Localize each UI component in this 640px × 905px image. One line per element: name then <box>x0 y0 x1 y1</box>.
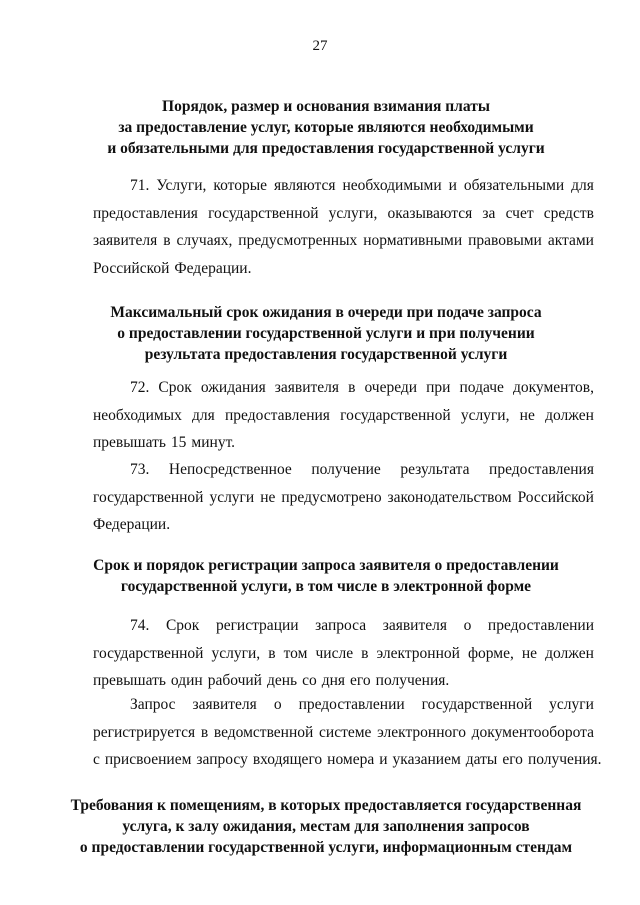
paragraph-line: 71. Услуги, которые являются необходимыми и обязательными для <box>130 177 594 194</box>
heading-line: услуга, к залу ожидания, местам для заполнения запросов <box>122 818 530 835</box>
paragraph-line: государственной услуги, в том числе в электронной форме, не должен <box>93 644 594 662</box>
heading-line: результата предоставления государственной услуги <box>144 346 508 363</box>
paragraph-line: предоставления государственной услуги, оказываются за счет средств <box>93 204 594 222</box>
heading-line: за предоставление услуг, которые являются необходимыми <box>118 119 534 136</box>
heading-line: Срок и порядок регистрации запроса заявителя о предоставлении <box>93 557 559 574</box>
paragraph-request-registration <box>93 691 602 774</box>
paragraph-line: 74. Срок регистрации запроса заявителя о предоставлении <box>130 617 594 634</box>
paragraph-line: государственной услуги не предусмотрено законодательством Российской <box>93 488 594 506</box>
paragraph-line: Российской Федерации. <box>93 259 252 277</box>
section-heading-registration <box>60 555 592 597</box>
section-heading-premises <box>60 795 592 858</box>
heading-line: Порядок, размер и основания взимания платы <box>162 98 490 115</box>
heading-line: и обязательными для предоставления государственной услуги <box>107 140 545 157</box>
section-heading-fees <box>60 96 592 159</box>
heading-line: Требования к помещениям, в которых предоставляется государственная <box>70 797 582 814</box>
paragraph-line: Запрос заявителя о предоставлении государственной услуги <box>130 696 594 713</box>
paragraph-line: превышать 15 минут. <box>93 434 236 451</box>
paragraph-line: регистрируется в ведомственной системе электронного документооборота <box>93 723 594 741</box>
paragraph-line: с присвоением запросу входящего номера и указанием даты его получения. <box>93 751 602 768</box>
paragraph-line: Федерации. <box>93 516 171 533</box>
heading-line: государственной услуги, в том числе в электронной форме <box>120 578 532 595</box>
paragraph-71 <box>93 172 594 282</box>
heading-line: о предоставлении государственной услуги и при получении <box>117 325 535 342</box>
paragraph-line: превышать один рабочий день со дня его получения. <box>93 672 450 689</box>
paragraph-74 <box>93 612 594 695</box>
paragraph-line: 73. Непосредственное получение результата предоставления <box>130 461 594 478</box>
paragraph-line: 72. Срок ожидания заявителя в очереди при подаче документов, <box>130 379 594 396</box>
paragraph-line: необходимых для предоставления государственной услуги, не должен <box>93 406 594 424</box>
heading-line: Максимальный срок ожидания в очереди при подаче запроса <box>110 304 542 321</box>
paragraph-72 <box>93 374 594 457</box>
paragraph-line: заявителя в случаях, предусмотренных нормативными правовыми актами <box>93 232 594 249</box>
heading-line: о предоставлении государственной услуги, информационным стендам <box>79 839 573 856</box>
section-heading-waiting-time <box>60 302 592 365</box>
paragraph-73 <box>93 456 594 539</box>
page-number: 27 <box>312 38 328 54</box>
